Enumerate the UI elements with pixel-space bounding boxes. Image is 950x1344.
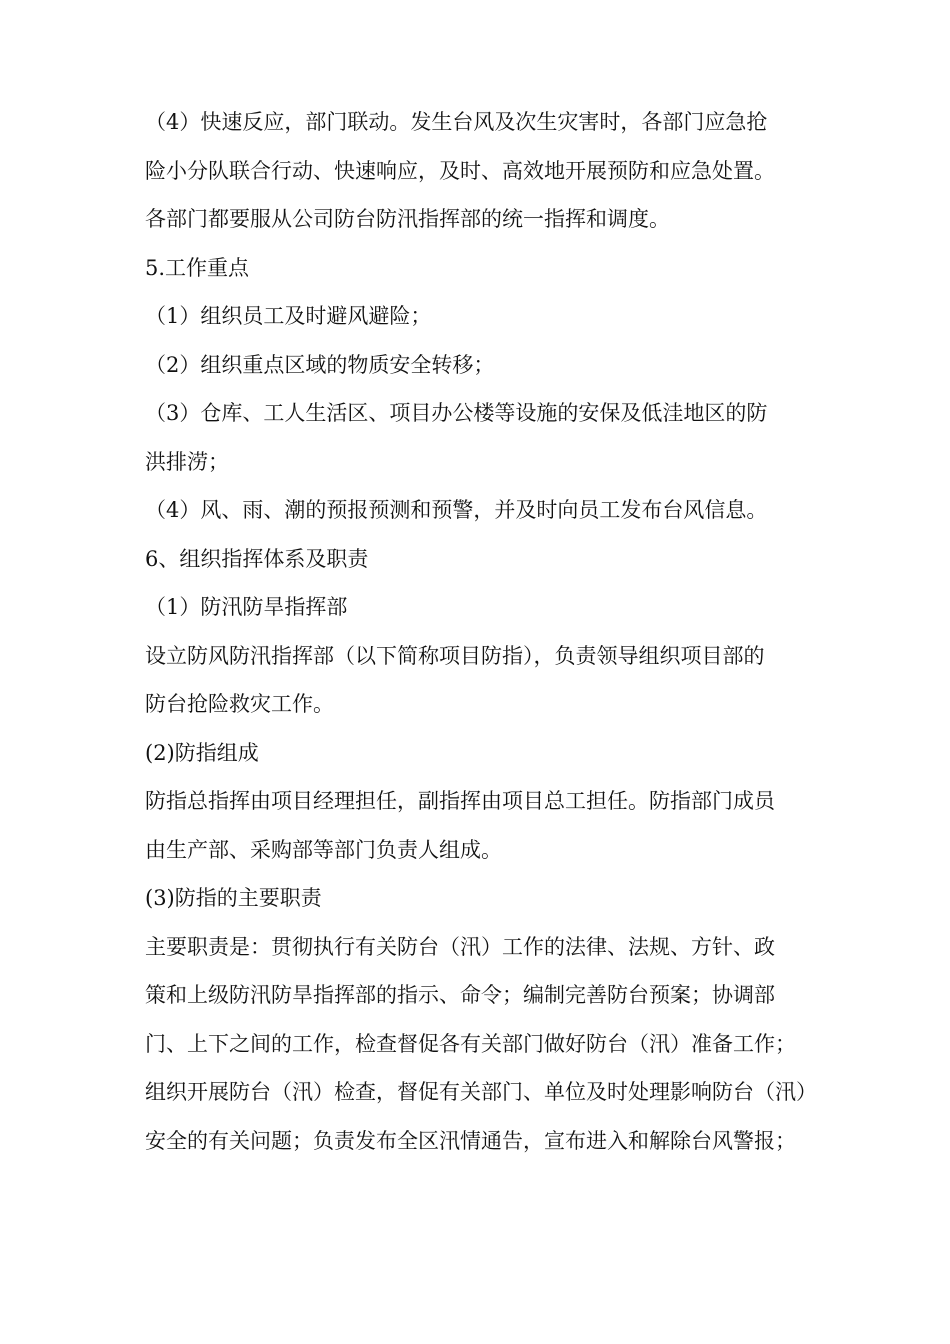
text-line: 由生产部、采购部等部门负责人组成。 [145, 837, 502, 862]
text-line: 险小分队联合行动、快速响应，及时、高效地开展预防和应急处置。 [145, 158, 775, 183]
section-heading: 6、组织指挥体系及职责 [145, 546, 369, 571]
text-line: 门、上下之间的工作，检查督促各有关部门做好防台（汛）准备工作； [145, 1031, 796, 1056]
text-line: 各部门都要服从公司防台防汛指挥部的统一指挥和调度。 [145, 207, 670, 231]
text-line: 安全的有关问题；负责发布全区汛情通告，宣布进入和解除台风警报； [145, 1128, 796, 1153]
document-body [145, 98, 817, 1165]
text-line: 策和上级防汛防旱指挥部的指示、命令；编制完善防台预案；协调部 [145, 983, 775, 1007]
list-item: （4）风、雨、潮的预报预测和预警，并及时向员工发布台风信息。 [145, 498, 768, 522]
list-item: （1）组织员工及时避风避险； [145, 304, 432, 328]
list-item: （3）仓库、工人生活区、项目办公楼等设施的安保及低洼地区的防 [145, 401, 768, 425]
section-heading: 5.工作重点 [145, 255, 250, 280]
text-line: 洪排涝； [145, 449, 229, 474]
list-item: （2）组织重点区域的物质安全转移； [145, 352, 495, 377]
text-line: （4）快速反应，部门联动。发生台风及次生灾害时，各部门应急抢 [145, 110, 768, 134]
subsection-heading: (2)防指组成 [145, 740, 259, 765]
text-line: 组织开展防台（汛）检查，督促有关部门、单位及时处理影响防台（汛） [145, 1080, 817, 1104]
subsection-heading: （1）防汛防旱指挥部 [145, 595, 348, 619]
text-line: 主要职责是：贯彻执行有关防台（汛）工作的法律、法规、方针、政 [145, 934, 775, 959]
text-line: 设立防风防汛指挥部（以下简称项目防指），负责领导组织项目部的 [145, 643, 765, 668]
text-line: 防台抢险救灾工作。 [145, 692, 334, 716]
subsection-heading: (3)防指的主要职责 [145, 886, 322, 910]
text-line: 防指总指挥由项目经理担任，副指挥由项目总工担任。防指部门成员 [145, 789, 775, 813]
